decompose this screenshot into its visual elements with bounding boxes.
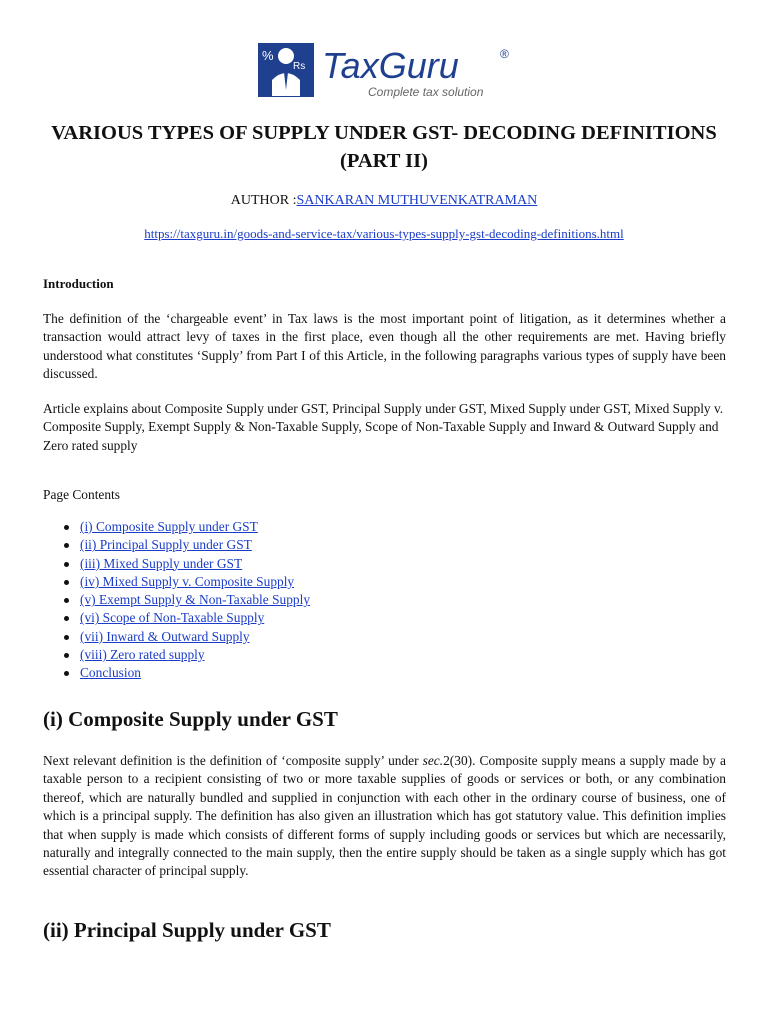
toc-link-composite-supply[interactable]: (i) Composite Supply under GST bbox=[80, 519, 258, 534]
section-heading-composite-supply: (i) Composite Supply under GST bbox=[43, 707, 338, 731]
toc-link-mixed-vs-composite[interactable]: (iv) Mixed Supply v. Composite Supply bbox=[80, 573, 295, 589]
toc-item bbox=[62, 536, 310, 554]
svg-text:%: % bbox=[262, 48, 274, 63]
toc-link-mixed-supply[interactable]: (iii) Mixed Supply under GST bbox=[80, 555, 243, 571]
toc-item bbox=[62, 573, 310, 591]
introduction-heading: Introduction bbox=[43, 276, 114, 291]
toc-item bbox=[62, 591, 310, 609]
article-title: VARIOUS TYPES OF SUPPLY UNDER GST- DECODING DEFINITIONS (PART II) bbox=[51, 122, 717, 172]
logo-badge-icon bbox=[258, 43, 314, 97]
logo-brand-name: TaxGuru bbox=[322, 45, 459, 86]
source-url-link[interactable]: https://taxguru.in/goods-and-service-tax/various-types-supply-gst-decoding-definitions.html bbox=[144, 226, 624, 241]
page-contents-label: Page Contents bbox=[43, 487, 120, 502]
logo-registered-mark: ® bbox=[500, 47, 509, 61]
toc-link-zero-rated[interactable]: (viii) Zero rated supply bbox=[80, 647, 205, 663]
intro-paragraph: The definition of the ‘chargeable event’ in Tax laws is the most important point of litigation, as it determines whether a transaction would attract levy of taxes in the first place, even though all the other requirements are met. Having briefly understood what constitutes ‘Supply’ from Part I of this Article, in the following paragraphs various types of supply have been discussed. bbox=[43, 311, 726, 382]
section-heading-principal-supply: (ii) Principal Supply under GST bbox=[43, 918, 331, 942]
author-label: AUTHOR : bbox=[230, 193, 297, 208]
toc-item bbox=[62, 518, 310, 536]
taxguru-logo[interactable] bbox=[256, 38, 516, 102]
toc-link-exempt-nontaxable[interactable]: (v) Exempt Supply & Non-Taxable Supply bbox=[80, 592, 311, 608]
logo-badge-symbol: Rs bbox=[293, 61, 306, 72]
toc-item bbox=[62, 628, 310, 646]
toc-link-conclusion[interactable]: Conclusion bbox=[80, 665, 142, 681]
toc-link-principal-supply[interactable]: (ii) Principal Supply under GST bbox=[80, 537, 252, 553]
toc-link-scope-nontaxable[interactable]: (vi) Scope of Non-Taxable Supply bbox=[80, 610, 265, 626]
toc-item bbox=[62, 609, 310, 627]
section-reference: sec. bbox=[422, 753, 444, 768]
composite-supply-paragraph bbox=[43, 752, 726, 881]
author-link[interactable]: SANKARAN MUTHUVENKATRAMAN bbox=[296, 193, 538, 208]
author-line bbox=[0, 193, 768, 209]
toc-item bbox=[62, 555, 310, 573]
toc-item bbox=[62, 664, 310, 682]
toc-item bbox=[62, 646, 310, 664]
table-of-contents bbox=[62, 518, 310, 683]
paragraph-text-part: 2(30). Composite supply means a supply made by a taxable person to a recipient consisting of two or more taxable supplies of goods or services or both, or any combination thereof, which are naturally bundled and supplied in conjunction with each other in the ordinary course of business, one of which is a principal supply. The definition has also given an illustration which has got statutory value. This definition implies that when supply is made which consists of different forms of supply including goods or services but which are necessarily, naturally and integrally connected to the main supply, then the entire supply should be taken as a single supply which has got essential character of principal supply. bbox=[43, 753, 726, 879]
toc-link-inward-outward[interactable]: (vii) Inward & Outward Supply bbox=[80, 628, 250, 644]
source-url bbox=[0, 226, 768, 242]
logo-tagline: Complete tax solution bbox=[368, 85, 484, 99]
summary-paragraph: Article explains about Composite Supply under GST, Principal Supply under GST, Mixed Supply under GST, Mixed Supply v. Composite Supply, Exempt Supply & Non-Taxable Supply, Scope of Non-Taxable Supply and Inward & Outward Supply and Zero rated supply bbox=[43, 401, 724, 453]
paragraph-text-part: Next relevant definition is the definition of ‘composite supply’ under bbox=[43, 753, 423, 768]
